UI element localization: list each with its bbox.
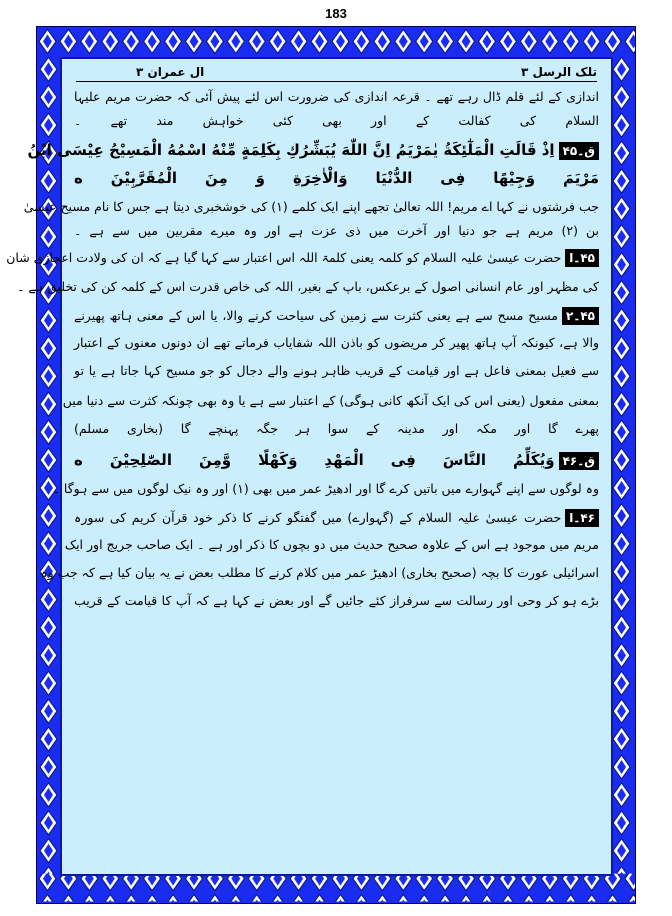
- text-line: [74, 363, 599, 387]
- line-text: حضرت عیسیٰ علیہ السلام کے (گہوارے) میں گفتگو کرنے کا ذکر خود قرآن کریم کی سورہ: [74, 510, 562, 525]
- text-line: [74, 509, 599, 533]
- line-text: پھرے گا اور مکہ اور مدینہ کے سوا ہر جگہ پہنچے گا (بخاری مسلم): [74, 421, 599, 436]
- line-text: والا ہے، کیونکہ آپ ہاتھ پھیر کر مریضوں کو باذن اللہ شفایاب فرماتے تھے ان دونوں معنوں کے اعتبار: [74, 335, 599, 350]
- line-text: بڑے ہو کر وحی اور رسالت سے سرفراز کئے جائیں گے اور بعض نے کہا ہے کہ آپ کا قیامت کے قریب: [74, 593, 599, 608]
- line-text: جب فرشتوں نے کہا اے مریم! اللہ تعالیٰ تجھے اپنے ایک کلمے (۱) کی خوشخبری دیتا ہے جس کا نام مسیح عیسیٰ: [23, 199, 599, 214]
- line-text: حضرت عیسیٰ علیہ السلام کو کلمہ یعنی کلمۃ اللہ اس اعتبار سے کہا گیا ہے کہ ان کی ولادت اعجازی شان: [6, 250, 562, 265]
- reference-tag: ۴۵۔ا: [565, 249, 599, 267]
- decorative-border: [6, 26, 636, 904]
- verse-line: [74, 451, 599, 475]
- line-text: کی مظہر اور عام انسانی اصول کے برعکس، باپ کے بغیر، اللہ کی خاص قدرت اس کے کلمہ کن کی تخلیق ہے ۔: [17, 279, 599, 294]
- line-text: اسرائیلی عورت کا بچہ (صحیح بخاری) ادھیڑ عمر میں کلام کرنے کا مطلب بعض نے یہ بیان کیا ہے کہ جب وہ: [40, 565, 599, 580]
- text-line: [17, 279, 599, 303]
- text-line: [74, 223, 599, 247]
- reference-tag: ق۔۴۶: [559, 452, 599, 470]
- text-line: [23, 199, 599, 223]
- line-text: مَرْيَمَ وَجِيْهًا فِى الدُّنْيَا وَالْاٰخِرَةِ وَ مِنَ الْمُقَرَّبِيْنَ ه: [74, 169, 599, 187]
- text-line: [74, 89, 599, 113]
- reference-tag: ۴۶۔ا: [565, 509, 599, 527]
- text-line: [64, 537, 599, 561]
- line-text: مسیح مسح سے ہے یعنی کثرت سے زمین کی سیاحت کرنے والا، یا اس کے معنی ہاتھ پھیرنے: [74, 308, 558, 323]
- text-line: [6, 249, 599, 273]
- reference-tag: ۴۵۔۲: [562, 307, 599, 325]
- line-text: بن (۲) مریم ہے جو دنیا اور آخرت میں ذی عزت ہے اور وہ میرے مقربین میں سے ہے ۔: [74, 223, 599, 238]
- text-line: [52, 481, 599, 505]
- text-line: [74, 335, 599, 359]
- verse-line: [74, 169, 599, 193]
- header-para-name: تلک الرسل ۳: [521, 65, 597, 79]
- text-line: [74, 307, 599, 331]
- verse-line: [27, 141, 599, 165]
- line-text: مریم میں موجود ہے اس کے علاوہ صحیح حدیث میں دو بچوں کا ذکر اور ہے ۔ ایک صاحب جریج اور ایک: [64, 537, 599, 552]
- line-text: وہ لوگوں سے اپنے گہوارے میں باتیں کرے گا اور ادھیڑ عمر میں بھی (۱) اور وہ نیک لوگوں میں سے ہوگا ۔: [52, 481, 599, 496]
- line-text: بمعنی مفعول (یعنی اس کی ایک آنکھ کانی ہوگی) کے اعتبار سے ہے یا وہ بھی چونکہ کثرت سے دنیا میں: [62, 393, 599, 408]
- text-line: [74, 421, 599, 445]
- text-line: [74, 593, 599, 617]
- line-text: وَيُكَلِّمُ النَّاسَ فِى الْمَهْدِ وَكَهْلًا وَّمِنَ الصّٰلِحِيْنَ ه: [74, 451, 555, 469]
- page-number: 183: [325, 6, 347, 21]
- header-divider: [76, 81, 597, 82]
- line-text: اندازی کے لئے قلم ڈال رہے تھے ۔ قرعہ اندازی کی ضرورت اس لئے پیش آئی کہ حضرت مریم علیہا: [74, 89, 599, 104]
- header-surah-name: ال عمران ۳: [136, 65, 205, 79]
- text-line: [40, 565, 599, 589]
- line-text: السلام کی کفالت کے اور بھی کئی خواہش مند تھے ۔: [74, 113, 599, 128]
- text-line: [62, 393, 599, 417]
- content-panel: [6, 57, 613, 876]
- page-header: [76, 65, 597, 81]
- text-line: [74, 113, 599, 137]
- line-text: اِذْ قَالَتِ الْمَلٰٓئِكَةُ يٰمَرْيَمُ اِنَّ اللّٰهَ يُبَشِّرُكِ بِكَلِمَةٍ مِّنْهُ اسْمُهُ الْمَسِيْحُ عِيْسَى ابْنُ: [27, 141, 555, 159]
- reference-tag: ق۔۴۵: [559, 142, 599, 160]
- line-text: سے فعیل بمعنی فاعل ہے اور قیامت کے قریب ظاہر ہونے والے دجال کو جو مسیح کہا جاتا ہے یا تو: [74, 363, 599, 378]
